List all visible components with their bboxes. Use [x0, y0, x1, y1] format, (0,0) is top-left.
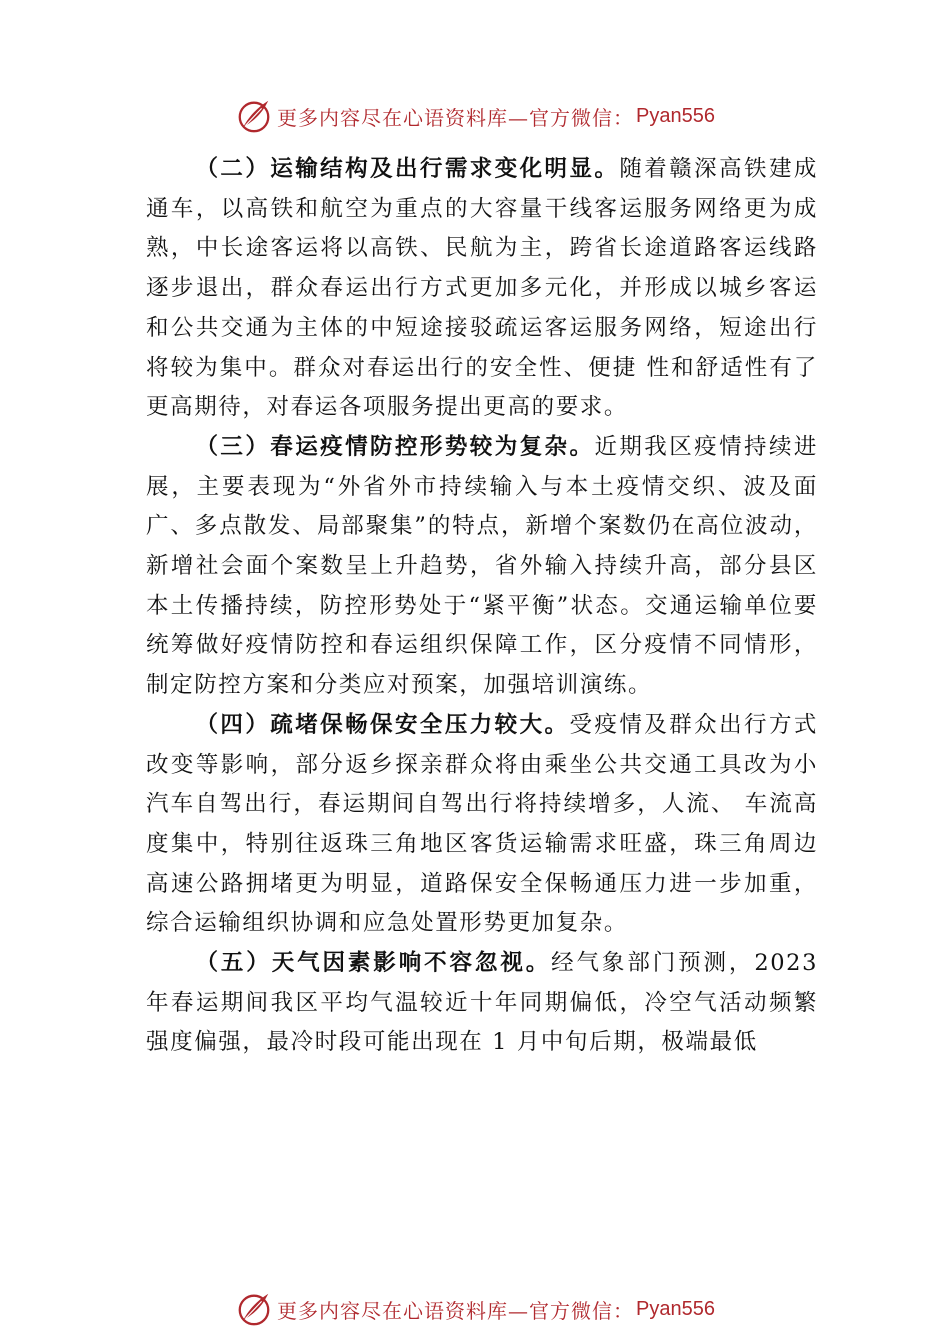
paragraph-4	[146, 706, 818, 944]
paragraph-heading: （三）春运疫情防控形势较为复杂。	[195, 433, 595, 460]
header-banner	[0, 94, 950, 138]
banner-wechat-id: Pyan556	[636, 104, 715, 127]
paragraph-5	[146, 944, 818, 1063]
paragraph-text: 经气象部门预测，2023 年春运期间我区平均气温较近十年同期偏低，冷空气活动频繁强度偏强，最冷时段可能出现在 1 月中旬后期，极端最低	[146, 950, 818, 1056]
paragraph-heading: （四）疏堵保畅保安全压力较大。	[195, 711, 570, 738]
paragraph-3	[146, 428, 818, 706]
paragraph-text: 受疫情及群众出行方式改变等影响，部分返乡探亲群众将由乘坐公共交通工具改为小汽车自驾出行，春运期间自驾出行将持续增多，人流、 车流高度集中，特别往返珠三角地区客货运输需求旺盛，珠三角周边高速公路拥堵更为明显，道路保安全保畅通压力进一步加重，综合运输组织协调和应急处置形势更加复杂。	[146, 711, 818, 937]
feather-pen-logo-icon	[235, 1290, 273, 1328]
paragraph-heading: （二）运输结构及出行需求变化明显。	[195, 156, 620, 182]
feather-pen-logo-icon	[235, 97, 273, 135]
document-body	[146, 150, 818, 1063]
banner-text: 更多内容尽在心语资料库—官方微信：	[277, 105, 635, 130]
paragraph-text: 近期我区疫情持续进展，主要表现为“外省外市持续输入与本土疫情交织、波及面广、多点散发、局部聚集”的特点，新增个案数仍在高位波动，新增社会面个案数呈上升趋势，省外输入持续升高，部分县区本土传播持续，防控形势处于“紧平衡”状态。交通运输单位要统筹做好疫情防控和春运组织保障工作，区分疫情不同情形，制定防控方案和分类应对预案，加强培训演练。	[146, 433, 818, 699]
paragraph-heading: （五）天气因素影响不容忽视。	[195, 950, 552, 977]
paragraph-2	[146, 150, 818, 428]
banner-wechat-id: Pyan556	[636, 1297, 715, 1320]
footer-banner	[0, 1287, 950, 1331]
banner-text: 更多内容尽在心语资料库—官方微信：	[277, 1298, 635, 1323]
paragraph-text: 随着赣深高铁建成通车，以高铁和航空为重点的大容量干线客运服务网络更为成熟，中长途客运将以高铁、民航为主，跨省长途道路客运线路逐步退出，群众春运出行方式更加多元化，并形成以城乡客运和公共交通为主体的中短途接驳疏运客运服务网络，短途出行将较为集中。群众对春运出行的安全性、便捷 性和舒适性有了更高期待，对春运各项服务提出更高的要求。	[146, 156, 818, 421]
